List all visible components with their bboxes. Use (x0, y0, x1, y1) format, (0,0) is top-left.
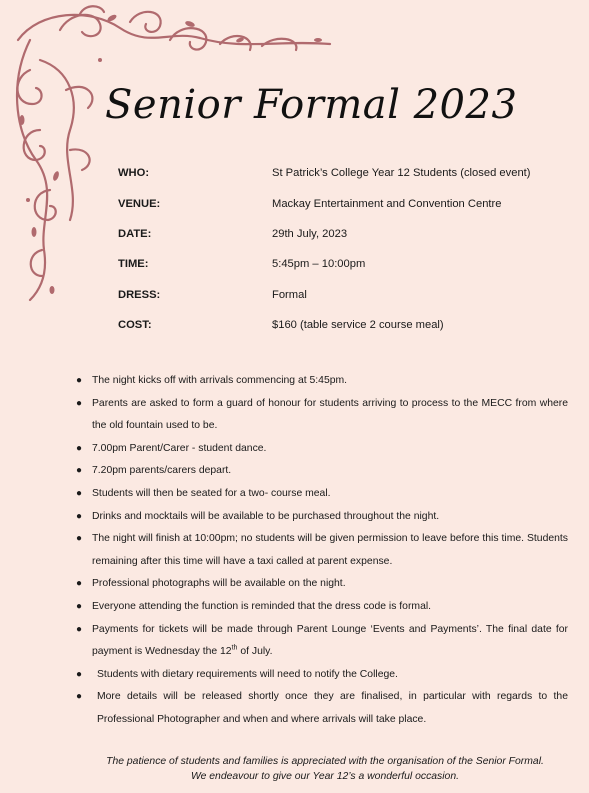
list-item: ● 7.20pm parents/carers depart. (74, 460, 568, 483)
list-item: ● The night kicks off with arrivals commencing at 5:45pm. (74, 370, 568, 393)
detail-label: DATE: (118, 227, 152, 240)
list-item: ● Everyone attending the function is reminded that the dress code is formal. (74, 596, 568, 619)
detail-label: WHO: (118, 167, 150, 180)
list-item: ● Professional photographs will be available on the night. (74, 573, 568, 596)
bullet-icon: ● (76, 623, 83, 635)
detail-row-dress (118, 280, 578, 310)
detail-label: VENUE: (118, 197, 161, 210)
detail-label: TIME: (118, 258, 149, 271)
list-item: ● Payments for tickets will be made through Parent Lounge ‘Events and Payments’. The final date for payment is Wednesday the 12th of July. (74, 619, 568, 664)
detail-value: 29th July, 2023 (272, 227, 348, 240)
bullet-icon: ● (76, 533, 83, 545)
bullet-icon: ● (76, 600, 83, 612)
list-item: ● The night will finish at 10:00pm; no students will be given permission to leave before this time. Students remaining after this time will have a taxi called at parent expense. (74, 528, 568, 573)
detail-row-who (118, 158, 578, 188)
detail-row-cost (118, 310, 578, 340)
bullet-icon: ● (76, 442, 83, 454)
detail-value: Mackay Entertainment and Convention Centre (272, 197, 502, 210)
bullet-icon: ● (76, 397, 83, 409)
closing-note-line: We endeavour to give our Year 12’s a wonderful occasion. (190, 771, 460, 782)
information-bullet-list (74, 370, 568, 732)
bullet-icon: ● (76, 375, 83, 386)
list-item: ● Drinks and mocktails will be available to be purchased throughout the night. (74, 506, 568, 529)
bullet-icon: ● (76, 465, 83, 477)
list-item: ● Students will then be seated for a two- course meal. (74, 483, 568, 506)
bullet-icon: ● (76, 578, 83, 590)
list-item: ● 7.00pm Parent/Carer - student dance. (74, 438, 568, 461)
detail-value: St Patrick’s College Year 12 Students (closed event) (272, 167, 531, 180)
closing-note-line: The patience of students and families is appreciated with the organisation of the Senior Formal. (106, 756, 544, 767)
bullet-icon: ● (76, 487, 83, 499)
list-item: ● Students with dietary requirements will need to notify the College. (74, 664, 568, 687)
bullet-icon: ● (76, 691, 83, 703)
detail-label: DRESS: (118, 288, 161, 301)
list-item: ● More details will be released shortly once they are finalised, in particular with regards to the Professional Photographer and when and where arrivals will take place. (74, 686, 568, 731)
list-item: ● Parents are asked to form a guard of honour for students arriving to process to the MECC from where the old fountain used to be. (74, 393, 568, 438)
detail-row-date (118, 219, 578, 249)
bullet-icon: ● (76, 668, 83, 680)
detail-value: 5:45pm – 10:00pm (272, 258, 366, 271)
detail-value: $160 (table service 2 course meal) (272, 319, 444, 332)
detail-row-time (118, 249, 578, 279)
page-title: Senior Formal 2023 (105, 82, 518, 128)
closing-note (30, 754, 589, 784)
detail-row-venue (118, 188, 578, 218)
bullet-icon: ● (76, 510, 83, 522)
detail-value: Formal (272, 288, 307, 301)
detail-label: COST: (118, 319, 152, 332)
event-details-table (118, 158, 578, 340)
